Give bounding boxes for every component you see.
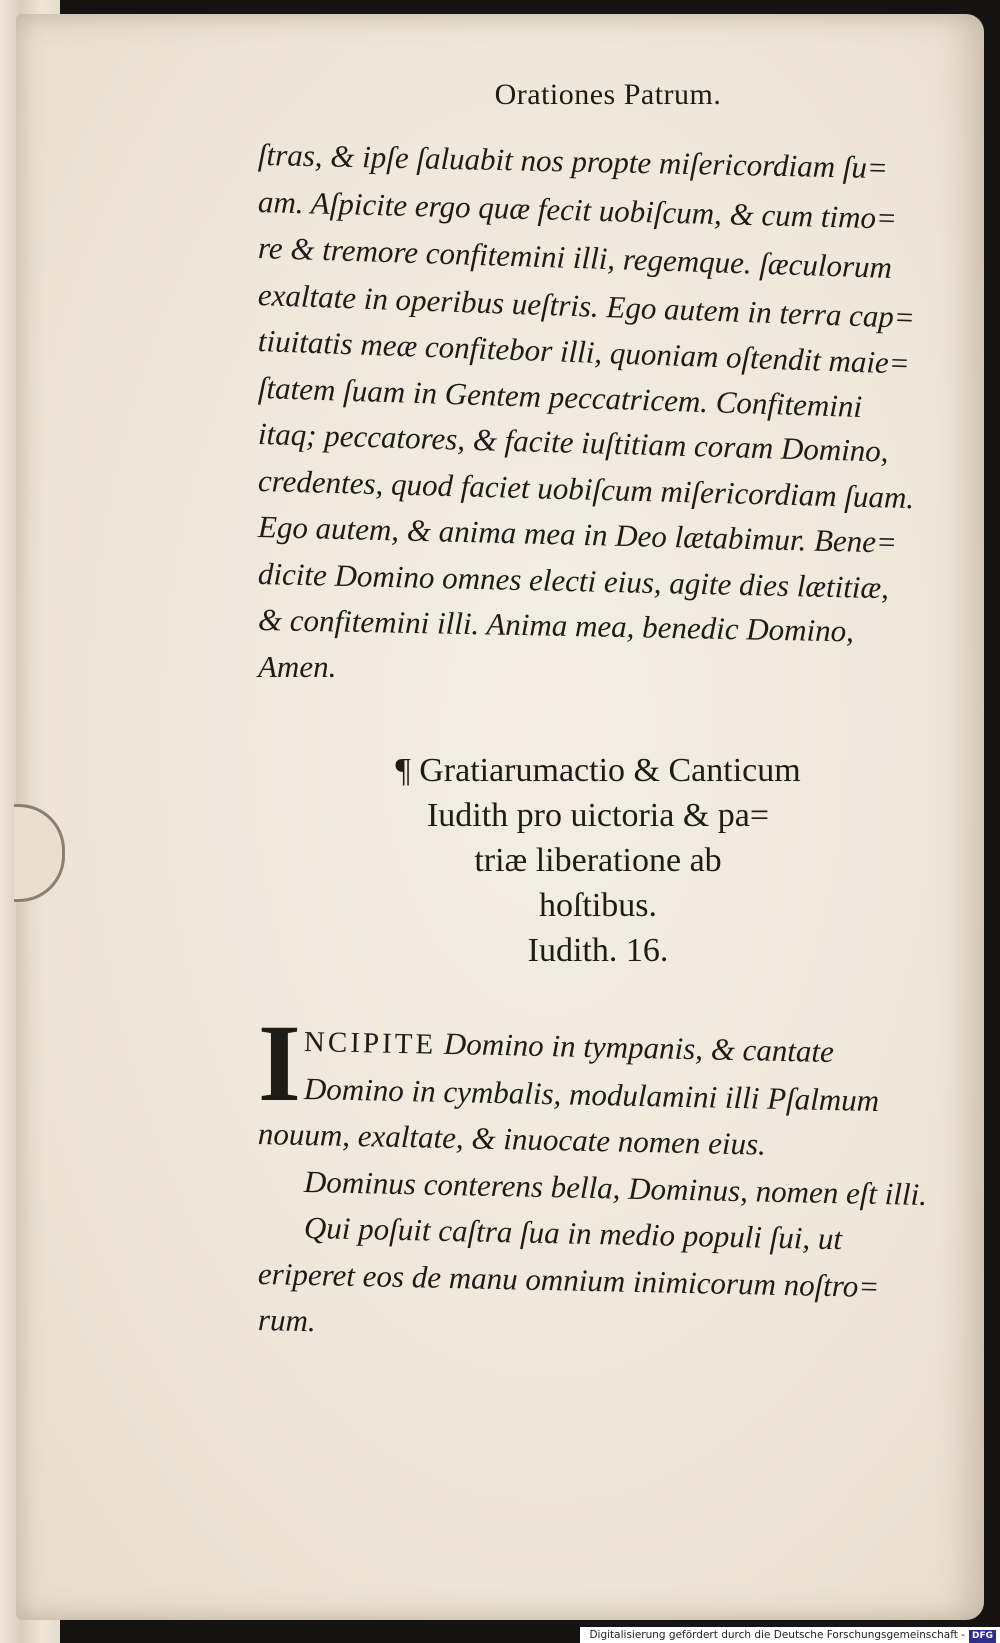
text-line: nouum, exaltate, & inuocate nomen eius. — [257, 1116, 767, 1162]
heading-line: ¶ Gratiarumactio & Canticum — [395, 752, 801, 789]
text-line: itaq; peccatores, & facite iuſtitiam coram Domino, — [257, 416, 890, 469]
text-line: am. Aſpicite ergo quæ fecit uobiſcum, & cum timo= — [257, 183, 898, 236]
text-line: Domino in cymbalis, modulamini illi Pſalmum — [303, 1070, 880, 1118]
text-line: ſtatem ſuam in Gentem peccatricem. Confitemini — [257, 369, 863, 424]
paragraph-prayer — [258, 132, 958, 690]
text-line: re & tremore confitemini illi, regemque. ſæculorum — [257, 230, 893, 285]
running-head: Orationes Patrum. — [494, 78, 722, 111]
credit-text: Digitalisierung gefördert durch die Deutsche Forschungsgemeinschaft - — [589, 1629, 965, 1641]
digitization-credit — [580, 1627, 1000, 1643]
text-line: Dominus conterens bella, Dominus, nomen eſt illi. — [303, 1163, 928, 1212]
text-line: credentes, quod faciet uobiſcum miſericordiam ſuam. — [257, 462, 915, 515]
heading-reference: Iudith. 16. — [527, 932, 669, 969]
text-line: exaltate in operibus ueſtris. Ego autem in terra cap= — [257, 276, 916, 335]
line-text: Domino in tympanis, & cantate — [435, 1025, 835, 1070]
text-line: & confitemini illi. Anima mea, benedic Domino, — [257, 602, 855, 649]
section-heading — [358, 748, 838, 973]
text-line: rum. — [257, 1302, 317, 1339]
text-line: Qui poſuit caſtra ſua in medio populi ſui, ut — [303, 1209, 843, 1257]
text-line: dicite Domino omnes electi eius, agite dies lætitiæ, — [257, 555, 890, 605]
text-line: tiuitatis meæ confitebor illi, quoniam oſtendit maie= — [257, 323, 911, 381]
text-line: eriperet eos de manu omnium inimicorum noſtro= — [257, 1255, 880, 1304]
book-clasp — [14, 804, 65, 902]
heading-line: hoſtibus. — [538, 887, 658, 924]
text-line: Ego autem, & anima mea in Deo lætabimur. Bene= — [257, 509, 898, 560]
text-block — [258, 78, 958, 1344]
heading-line: Iudith pro uictoria & pa= — [426, 797, 770, 834]
dfg-logo: DFG — [969, 1630, 996, 1643]
drop-cap: I — [258, 1002, 301, 1124]
heading-line: triæ liberatione ab — [474, 842, 722, 879]
text-line: Amen. — [258, 648, 337, 684]
opening-caps: NCIPITE — [303, 1025, 437, 1061]
text-line: ſtras, & ipſe ſaluabit nos propte miſericordiam ſu= — [257, 137, 889, 186]
paragraph-canticle — [257, 1002, 958, 1344]
